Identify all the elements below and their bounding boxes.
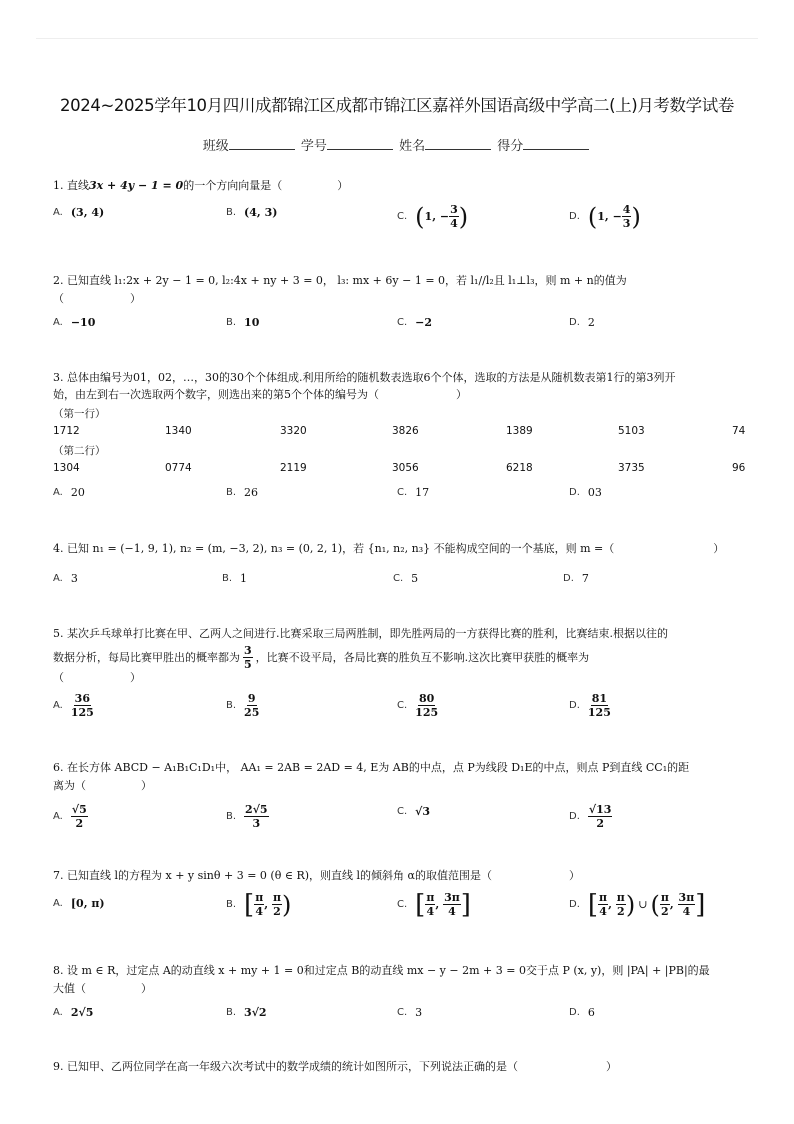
math-expression: 3x + 4y − 1 = 0 [89,179,184,192]
q6-option-c[interactable]: C. √3 [397,805,431,818]
question-text: 已知甲、乙两位同学在高一年级六次考试中的数学成绩的统计如图所示，下列说法正确的是（ ） [67,1060,617,1073]
row1-label: （第一行） [53,408,106,420]
score-blank[interactable] [523,137,589,150]
q4-option-a[interactable]: A. 3 [53,572,78,585]
random-number: 96 [732,462,746,474]
question-text: 直线 [67,179,89,192]
random-number: 0774 [165,462,192,474]
question-5-line2: 数据分析，每局比赛甲胜出的概率都为 $\frac{3}{5}$ ，比赛不设平局，各局比赛的胜负互不影响.这次比赛甲获胜的概率为 [53,644,590,671]
question-4: 4. 已知 n₁ = (−1, 9, 1), n₂ = (m, −3, 2), n₃ = (0, 2, 1)，若 {n₁, n₂, n₃} 不能构成空间的一个基底，则 m =（ ） [53,542,725,555]
random-number: 1712 [53,425,80,437]
random-number: 3826 [392,425,419,437]
question-number: 1. [53,179,64,192]
random-number: 1340 [165,425,192,437]
student-info [0,135,794,154]
q8-option-a[interactable]: A. 2√5 [53,1006,94,1019]
q3-option-d[interactable]: D. 03 [569,486,602,499]
question-7: 7. 已知直线 l的方程为 x + y sinθ + 3 = 0 (θ ∈ R)，则直线 l的倾斜角 α的取值范围是（ ） [53,869,580,882]
question-text: 的一个方向向量是（ ） [183,179,349,192]
q1-option-a[interactable]: A. (3, 4) [53,206,105,219]
random-number: 1389 [506,425,533,437]
random-number: 74 [732,425,746,437]
q6-option-a[interactable]: A. $\frac{√5}{2}$ [53,803,87,830]
q5-option-b[interactable]: B. $\frac{9}{25}$ [226,692,260,719]
question-5: 5. 某次乒乓球单打比赛在甲、乙两人之间进行.比赛采取三局两胜制，即先胜两局的一方获得比赛的胜利，比赛结束.根据以往的 [53,627,668,640]
q2-option-d[interactable]: D. 2 [569,316,595,329]
question-2: 2. 已知直线 l₁:2x + 2y − 1 = 0, l₂:4x + ny + 3 = 0， l₃: mx + 6y − 1 = 0，若 l₁//l₂且 l₁⊥l₃，则 m + n的值为 [53,274,627,287]
random-number: 1304 [53,462,80,474]
q3-option-a[interactable]: A. 20 [53,486,85,499]
random-number: 3735 [618,462,645,474]
q4-option-d[interactable]: D. 7 [563,572,589,585]
name-blank[interactable] [425,137,491,150]
q1-option-c[interactable]: C. ( 1, − $\frac{3}{4}$ ) [397,202,469,231]
class-blank[interactable] [229,137,295,150]
question-6: 6. 在长方体 ABCD − A₁B₁C₁D₁中， AA₁ = 2AB = 2AD = 4, E为 AB的中点，点 P为线段 D₁E的中点，则点 P到直线 CC₁的距 [53,761,690,774]
name-label: 姓名 [399,139,426,154]
q8-option-c[interactable]: C. 3 [397,1006,423,1019]
question-5-line3: （ ） [53,671,141,684]
q2-option-b[interactable]: B. 10 [226,316,260,329]
q3-option-c[interactable]: C. 17 [397,486,430,499]
q4-option-c[interactable]: C. 5 [393,572,419,585]
question-8: 8. 设 m ∈ R，过定点 A的动直线 x + my + 1 = 0和过定点 B的动直线 mx − y − 2m + 3 = 0交于点 P (x, y)，则 |PA| + |PB|的最 [53,964,710,977]
top-divider [36,38,758,39]
q1-option-d[interactable]: D. ( 1, − $\frac{4}{3}$ ) [569,202,641,231]
question-3: 3. 总体由编号为01，02，…，30的30个个体组成.利用所给的随机数表选取6个个体，选取的方法是从随机数表第1行的第3列开 [53,371,676,384]
q7-option-b[interactable]: B. [ $\frac{\pi}{4}$ , $\frac{\pi}{2}$ ) [226,889,292,920]
random-number: 3056 [392,462,419,474]
random-number: 5103 [618,425,645,437]
question-text: 已知直线 l₁:2x + 2y − 1 = 0, l₂:4x + ny + 3 = 0， l₃: mx + 6y − 1 = 0，若 l₁//l₂且 l₁⊥l₃，则 m + n的值为 [67,274,627,287]
class-label: 班级 [202,139,229,154]
q6-option-d[interactable]: D. $\frac{√13}{2}$ [569,803,612,830]
question-2-line2: （ ） [53,292,141,305]
question-text: 已知 n₁ = (−1, 9, 1), n₂ = (m, −3, 2), n₃ = (0, 2, 1)，若 {n₁, n₂, n₃} 不能构成空间的一个基底，则 m =（ ） [67,542,725,555]
question-text: 某次乒乓球单打比赛在甲、乙两人之间进行.比赛采取三局两胜制，即先胜两局的一方获得比赛的胜利，比赛结束.根据以往的 [67,627,668,640]
q5-option-d[interactable]: D. $\frac{81}{125}$ [569,692,611,719]
random-number: 2119 [280,462,307,474]
q8-option-d[interactable]: D. 6 [569,1006,595,1019]
question-1 [53,177,348,195]
q4-option-b[interactable]: B. 1 [222,572,248,585]
question-3-line2: 始，由左到右一次选取两个数字，则选出来的第5个个体的编号为（ ） [53,388,467,401]
q2-option-a[interactable]: A. −10 [53,316,96,329]
score-label: 得分 [497,139,524,154]
q1-option-b[interactable]: B. (4, 3) [226,206,278,219]
number-blank[interactable] [327,137,393,150]
number-label: 学号 [300,139,327,154]
q6-option-b[interactable]: B. $\frac{2√5}{3}$ [226,803,268,830]
q7-option-c[interactable]: C. [ $\frac{\pi}{4}$ , $\frac{3\pi}{4}$ ] [397,889,471,920]
question-text: 设 m ∈ R，过定点 A的动直线 x + my + 1 = 0和过定点 B的动直线 mx − y − 2m + 3 = 0交于点 P (x, y)，则 |PA| + |PB|的最 [67,964,710,977]
question-9: 9. 已知甲、乙两位同学在高一年级六次考试中的数学成绩的统计如图所示，下列说法正确的是（ ） [53,1060,617,1073]
q2-option-c[interactable]: C. −2 [397,316,433,329]
question-text: 在长方体 ABCD − A₁B₁C₁D₁中， AA₁ = 2AB = 2AD = 4, E为 AB的中点，点 P为线段 D₁E的中点，则点 P到直线 CC₁的距 [67,761,690,774]
question-8-line2: 大值（ ） [53,982,152,995]
q7-option-d[interactable]: D. [ $\frac{\pi}{4}$ , $\frac{\pi}{2}$ ) ∪ ( $\frac{\pi}{2}$ , $\frac{3\pi}{4}$ ] [569,889,706,920]
question-text: 总体由编号为01，02，…，30的30个个体组成.利用所给的随机数表选取6个个体，选取的方法是从随机数表第1行的第3列开 [67,371,676,384]
q5-option-a[interactable]: A. $\frac{36}{125}$ [53,692,94,719]
q8-option-b[interactable]: B. 3√2 [226,1006,267,1019]
q7-option-a[interactable]: A. [0, π) [53,897,105,910]
random-number: 3320 [280,425,307,437]
random-number: 6218 [506,462,533,474]
question-text: 已知直线 l的方程为 x + y sinθ + 3 = 0 (θ ∈ R)，则直线 l的倾斜角 α的取值范围是（ ） [67,869,580,882]
page-title: 2024~2025学年10月四川成都锦江区成都市锦江区嘉祥外国语高级中学高二(上)月考数学试卷 [60,96,734,115]
q3-option-b[interactable]: B. 26 [226,486,259,499]
question-6-line2: 离为（ ） [53,779,152,792]
row2-label: （第二行） [53,445,106,457]
q5-option-c[interactable]: C. $\frac{80}{125}$ [397,692,439,719]
